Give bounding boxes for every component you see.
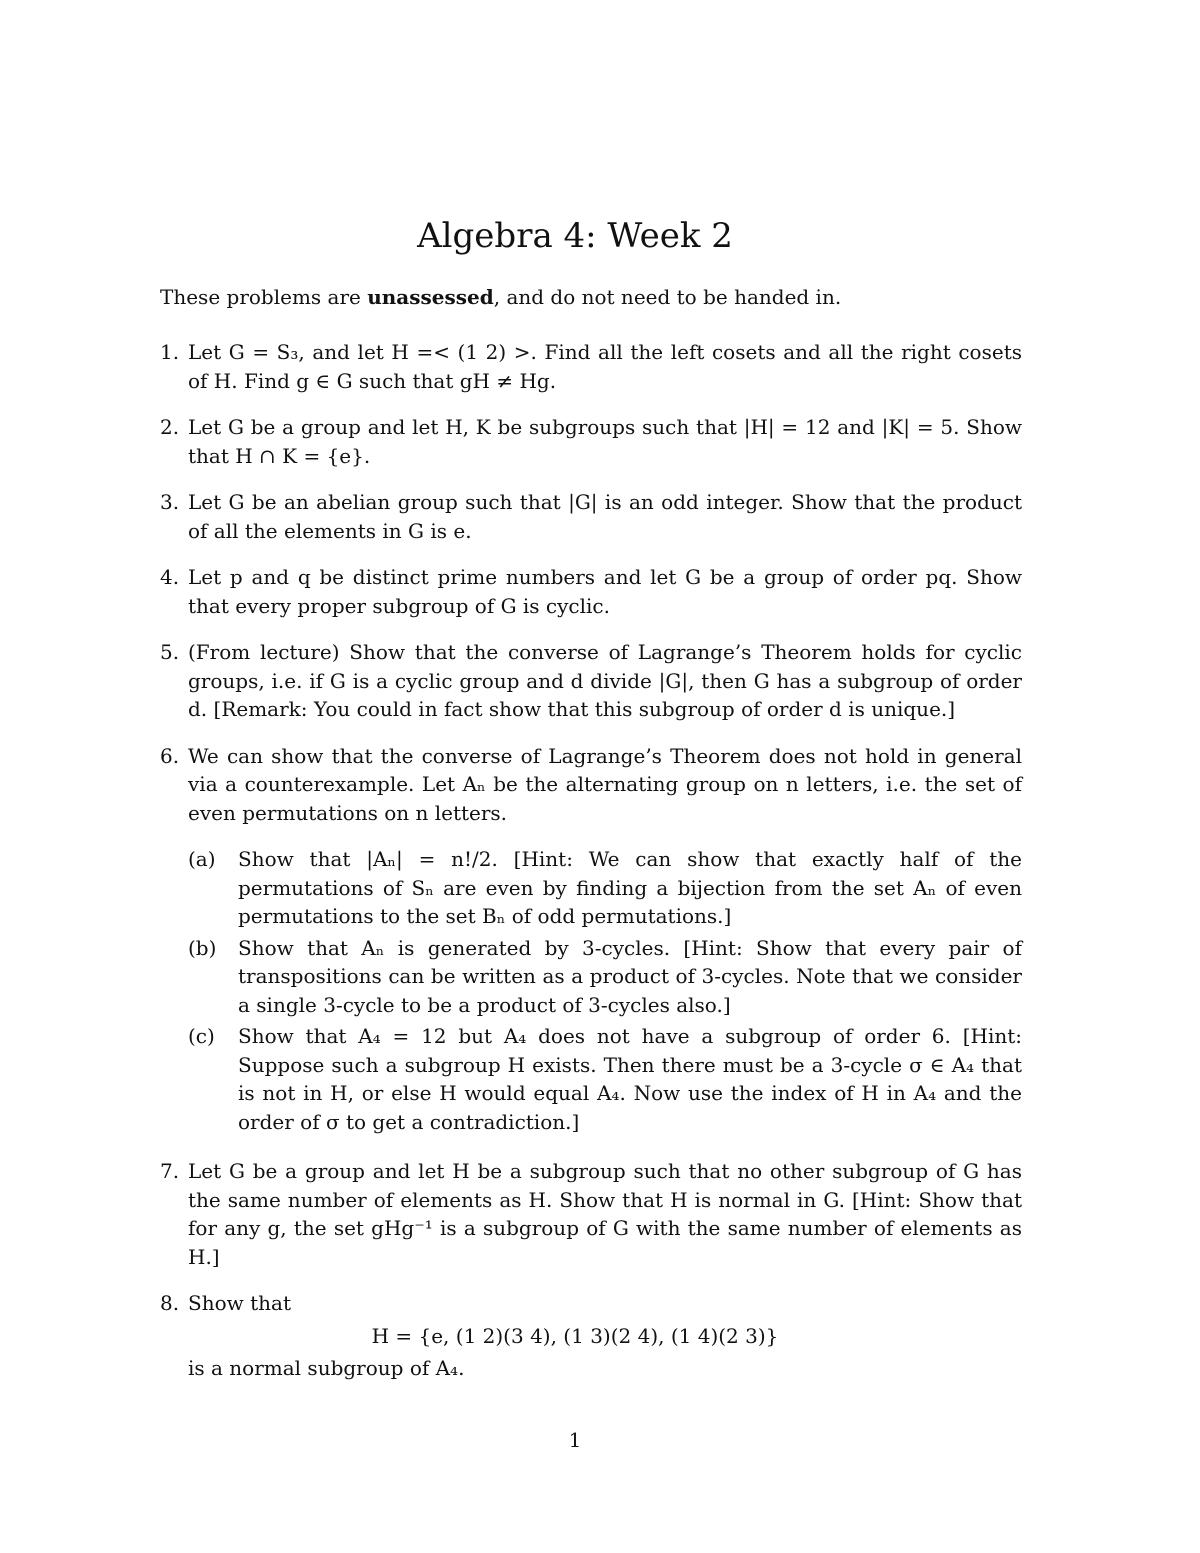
display-equation: H = {e, (1 2)(3 4), (1 3)(2 4), (1 4)(2 3)} [371, 1323, 779, 1348]
problem-text: Let G be a group and let H, K be subgroups such that |H| = 12 and |K| = 5. Show that H ∩ K = {e}. [188, 415, 1022, 468]
problem-1 [160, 338, 1022, 395]
problem-number: 4. [160, 565, 180, 589]
problem-7 [160, 1157, 1022, 1271]
subpart-label: (c) [188, 1024, 215, 1048]
subpart-text: Show that A₄ = 12 but A₄ does not have a subgroup of order 6. [Hint: Suppose such a subgroup H exists. Then there must be a 3-cycle σ ∈ A₄ that is not in H, or else H would equal A₄. Now use the index of H in A₄ and the order of σ to get a contradiction.] [238, 1024, 1022, 1134]
subpart-label: (b) [188, 935, 217, 960]
problem-body [188, 1289, 1022, 1383]
problem-number: 2. [160, 415, 180, 439]
intro-before: These problems are [160, 285, 368, 309]
problem-6 [160, 742, 1022, 1140]
subpart-text: Show that |Aₙ| = n!/2. [Hint: We can show that exactly half of the permutations of Sₙ are even by finding a bijection from the set Aₙ of even permutations to the set Bₙ of odd permutations.] [238, 847, 1022, 928]
problem-number: 5. [160, 640, 180, 664]
subpart-a [188, 845, 1022, 931]
problem-4 [160, 563, 1022, 620]
problem-text: Let G be a group and let H be a subgroup such that no other subgroup of G has the same number of elements as H. Show that H is normal in G. [Hint: Show that for any g, the set gHg⁻¹ is a subgroup of G with the same number of elements as H.] [188, 1159, 1022, 1269]
problem-text: Let G = S₃, and let H =< (1 2) >. Find all the left cosets and all the right cosets of H. Find g ∈ G such that gH ≠ Hg. [188, 340, 1022, 393]
subpart-label: (a) [188, 847, 216, 871]
intro-after: , and do not need to be handed in. [493, 285, 842, 309]
problem-number: 8. [160, 1291, 180, 1315]
document-title: Algebra 4: Week 2 [417, 216, 733, 256]
problem-2 [160, 413, 1022, 470]
problem-text-after: is a normal subgroup of A₄. [188, 1356, 465, 1380]
problem-number: 7. [160, 1159, 180, 1183]
intro-text [160, 285, 841, 309]
problem-number: 1. [160, 340, 180, 364]
subpart-b [188, 934, 1022, 1020]
subpart-list [188, 845, 1022, 1136]
problem-number: 6. [160, 743, 180, 768]
problem-number: 3. [160, 490, 180, 514]
problem-3 [160, 488, 1022, 545]
page-number: 1 [568, 1428, 582, 1452]
subpart-text: Show that Aₙ is generated by 3-cycles. [Hint: Show that every pair of transpositions can be written as a product of 3-cycles. Note that we consider a single 3-cycle to be a product of 3-cycles also.] [238, 935, 1022, 1017]
problem-text: Let G be an abelian group such that |G| is an odd integer. Show that the product of all the elements in G is e. [188, 490, 1022, 543]
problem-list [160, 338, 1022, 1401]
problem-text: We can show that the converse of Lagrange’s Theorem does not hold in general via a counterexample. Let Aₙ be the alternating group on n letters, i.e. the set of even permutations on n letters. [188, 743, 1022, 825]
problem-5 [160, 638, 1022, 724]
problem-text: Show that [188, 1291, 291, 1315]
intro-bold: unassessed [367, 285, 494, 309]
problem-text: (From lecture) Show that the converse of Lagrange’s Theorem holds for cyclic groups, i.e. if G is a cyclic group and d divide |G|, then G has a subgroup of order d. [Remark: You could in fact show that this subgroup of order d is unique.] [188, 640, 1022, 721]
problem-8 [160, 1289, 1022, 1383]
problem-text: Let p and q be distinct prime numbers and let G be a group of order pq. Show that every proper subgroup of G is cyclic. [188, 565, 1022, 618]
subpart-c [188, 1022, 1022, 1136]
problem-body [188, 742, 1022, 1140]
